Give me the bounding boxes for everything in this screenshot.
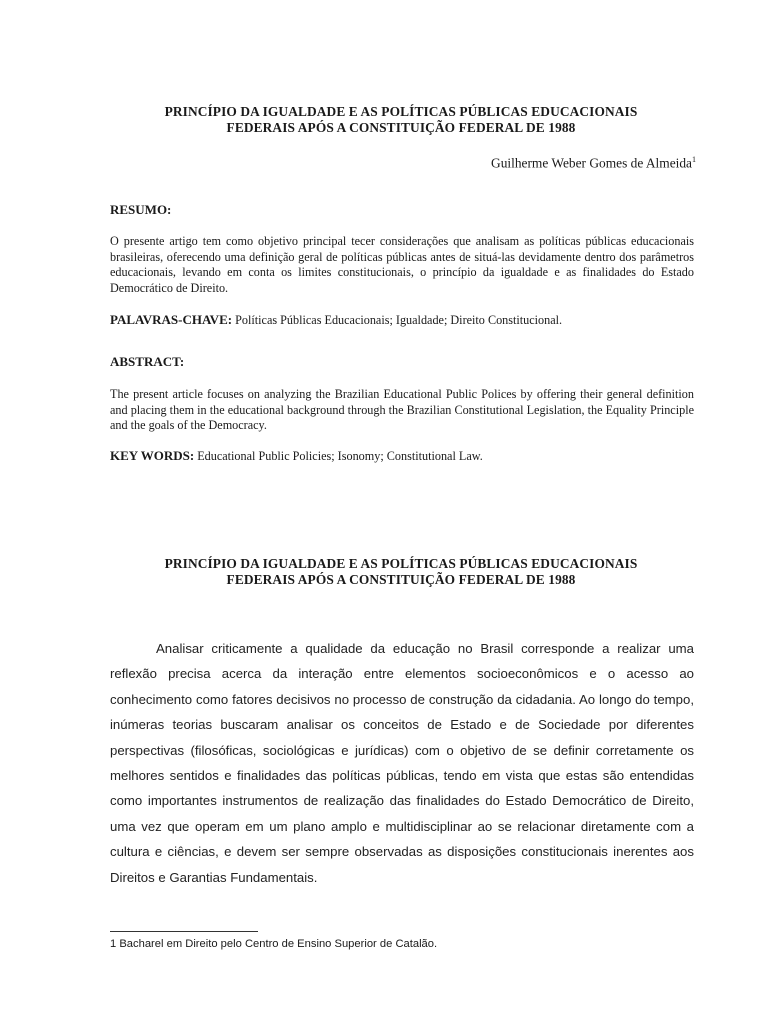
body-title	[108, 556, 694, 588]
resumo-heading: RESUMO:	[110, 202, 172, 217]
footnote-mark: 1	[692, 155, 696, 164]
key-words	[110, 448, 694, 464]
palavras-chave-label: PALAVRAS-CHAVE:	[110, 312, 233, 327]
document-title	[108, 104, 694, 136]
title-line: FEDERAIS APÓS A CONSTITUIÇÃO FEDERAL DE 1988	[226, 572, 576, 587]
abstract-heading: ABSTRACT:	[110, 354, 185, 369]
footnote-divider	[110, 931, 258, 932]
footnote-text: 1 Bacharel em Direito pelo Centro de Ensino Superior de Catalão.	[110, 938, 438, 950]
author-name	[491, 152, 696, 171]
abstract-text: The present article focuses on analyzing the Brazilian Educational Public Polices by offering their general definition and placing them in the educational background through the Brazilian Constitutional Legislation, the Equality Principle and the goals of the Democracy.	[110, 387, 694, 432]
key-words-text: Educational Public Policies; Isonomy; Constitutional Law.	[194, 449, 483, 463]
palavras-chave	[110, 312, 694, 328]
title-line: FEDERAIS APÓS A CONSTITUIÇÃO FEDERAL DE 1988	[226, 120, 576, 135]
body-paragraph: Analisar criticamente a qualidade da educação no Brasil corresponde a realizar uma reflexão precisa acerca da interação entre elementos socioeconômicos e o acesso ao conhecimento como fatores decisivos no processo de construção da cidadania. Ao longo do tempo, inúmeras teorias buscaram analisar os conceitos de Estado e de Sociedade por diferentes perspectivas (filosóficas, sociológicas e jurídicas) com o objetivo de se definir corretamente os melhores sentidos e finalidades das políticas públicas, tendo em vista que estas são entendidas como importantes instrumentos de realização das finalidades do Estado Democrático de Direito, uma vez que operam em um plano amplo e multidisciplinar ao se relacionar diretamente com a cultura e ciências, e devem ser sempre observadas as disposições constitucionais inerentes aos Direitos e Garantias Fundamentais.	[110, 641, 694, 885]
title-line: PRINCÍPIO DA IGUALDADE E AS POLÍTICAS PÚBLICAS EDUCACIONAIS	[164, 556, 638, 571]
palavras-chave-text: Políticas Públicas Educacionais; Igualdade; Direito Constitucional.	[232, 313, 563, 327]
author-text: Guilherme Weber Gomes de Almeida	[491, 155, 692, 171]
resumo-text: O presente artigo tem como objetivo principal tecer considerações que analisam as políticas públicas educacionais brasileiras, oferecendo uma definição geral de políticas públicas antes de situá-las devidamente dentro dos parâmetros educacionais, levando em conta os limites constitucionais, o princípio da igualdade e as finalidades do Estado Democrático de Direito.	[110, 234, 694, 295]
key-words-label: KEY WORDS:	[110, 448, 195, 463]
title-line: PRINCÍPIO DA IGUALDADE E AS POLÍTICAS PÚBLICAS EDUCACIONAIS	[164, 104, 638, 119]
